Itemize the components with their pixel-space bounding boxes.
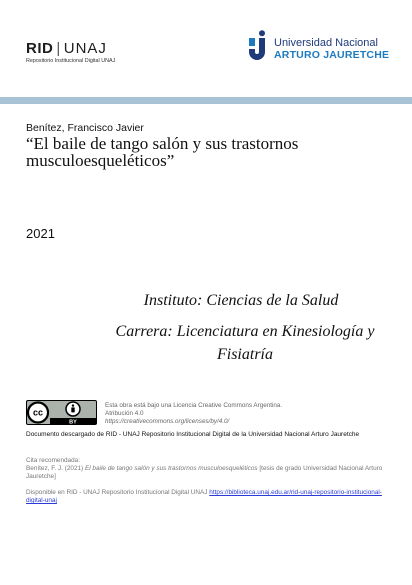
carrera-line: Carrera: Licenciatura en Kinesiología y Fisiatría xyxy=(115,323,375,363)
university-name-line1: Universidad Nacional xyxy=(274,37,378,49)
document-title: “El baile de tango salón y sus trastornos musculoesqueléticos” xyxy=(26,134,299,170)
repository-link[interactable]: https://biblioteca.unaj.edu.ar/rid-unaj-repositorio-institucional-digital-unaj xyxy=(26,489,382,504)
citation-suffix: [tesis de grado Universidad Nacional Arturo Jauretche] xyxy=(26,465,383,480)
rid-unaj-logo xyxy=(26,40,115,64)
rid-logo-separator: | xyxy=(56,40,61,57)
rid-logo-secondary: UNAJ xyxy=(63,40,107,57)
license-line1: Esta obra está bajo una Licencia Creative Commons Argentina. xyxy=(105,402,283,409)
citation-label: Cita recomendada: xyxy=(26,457,80,464)
universidad-logo xyxy=(248,30,398,70)
university-emblem-icon xyxy=(248,30,270,62)
document-year: 2021 xyxy=(26,226,55,241)
citation-text xyxy=(26,465,386,481)
instituto-line: Instituto: Ciencias de la Salud xyxy=(143,292,339,309)
citation-prefix: Benítez, F. J. (2021) xyxy=(26,465,85,472)
university-name-line2: ARTURO JAURETCHE xyxy=(274,49,390,61)
cc-by-license-badge[interactable] xyxy=(26,400,97,425)
author-name: Benítez, Francisco Javier xyxy=(26,122,144,134)
citation-title: El baile de tango salón y sus trastornos musculoesqueléticos xyxy=(84,465,258,472)
availability-text xyxy=(26,489,386,505)
download-notice: Documento descargado de RID - UNAJ Repositorio Institucional Digital de la Universidad Nacional Arturo Jauretche xyxy=(26,431,360,438)
rid-logo-main: RID xyxy=(26,40,54,57)
license-text xyxy=(105,402,395,426)
availability-prefix: Disponible en RID - UNAJ Repositorio Institucional Digital UNAJ xyxy=(26,489,210,496)
license-line2: Atribución 4.0 xyxy=(105,410,144,417)
by-label: BY xyxy=(69,419,77,425)
rid-logo-subtitle: Repositorio Institucional Digital UNAJ xyxy=(26,58,116,64)
license-url[interactable]: https://creativecommons.org/licenses/by/4.0/ xyxy=(105,418,230,425)
header-divider-bar xyxy=(0,97,412,104)
cc-label: cc xyxy=(32,407,44,418)
rid-logo-title xyxy=(26,40,115,57)
